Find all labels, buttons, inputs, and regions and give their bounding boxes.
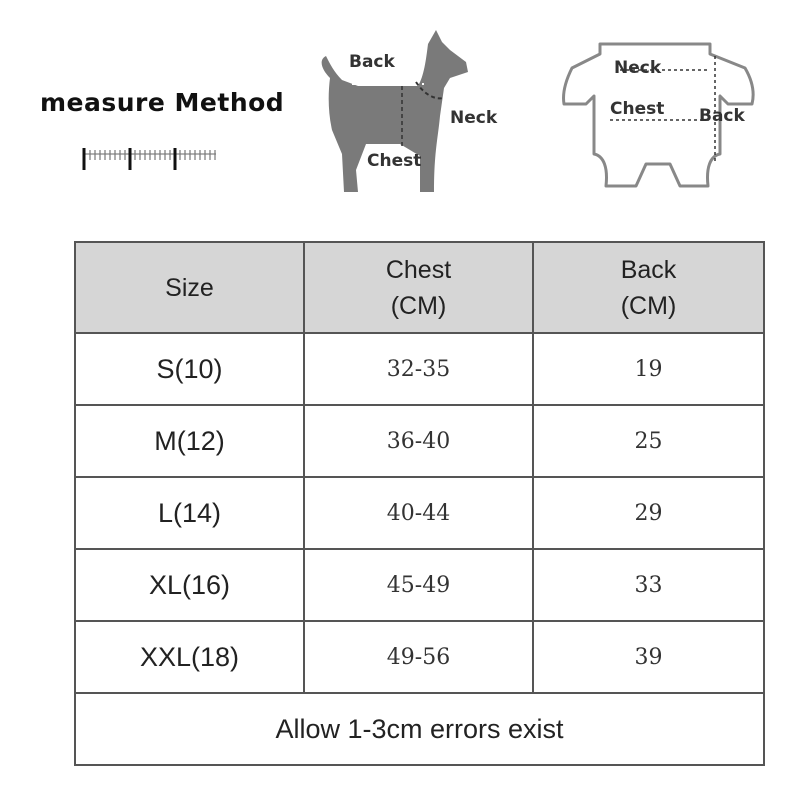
table-row — [75, 549, 764, 621]
chest-cell: 36-40 — [304, 405, 533, 477]
dog-back-label: Back — [349, 52, 395, 72]
chest-cell: 45-49 — [304, 549, 533, 621]
dog-chest-label: Chest — [367, 151, 422, 171]
chest-column-header — [304, 242, 533, 333]
ruler-icon — [82, 144, 218, 174]
dog-neck-label: Neck — [450, 108, 498, 128]
size-column-header — [75, 242, 304, 333]
size-header-label: Size — [165, 273, 214, 302]
size-cell: L(14) — [75, 477, 304, 549]
measure-method-title: measure Method — [40, 88, 285, 117]
table-row — [75, 621, 764, 693]
table-row — [75, 405, 764, 477]
back-cell: 29 — [533, 477, 764, 549]
chest-cell: 32-35 — [304, 333, 533, 405]
size-cell: XXL(18) — [75, 621, 304, 693]
size-cell: XL(16) — [75, 549, 304, 621]
size-cell: S(10) — [75, 333, 304, 405]
back-cell: 39 — [533, 621, 764, 693]
chest-cell: 49-56 — [304, 621, 533, 693]
table-row — [75, 333, 764, 405]
chest-cell: 40-44 — [304, 477, 533, 549]
shirt-neck-label: Neck — [614, 58, 662, 78]
back-cell: 33 — [533, 549, 764, 621]
shirt-measure-diagram — [560, 36, 760, 196]
back-cell: 19 — [533, 333, 764, 405]
dog-measure-diagram — [300, 20, 520, 200]
table-row — [75, 477, 764, 549]
measure-method-header — [0, 0, 800, 230]
shirt-back-label: Back — [699, 106, 745, 126]
chest-header-unit: (CM) — [390, 291, 447, 320]
error-allowance-note: Allow 1-3cm errors exist — [75, 693, 764, 765]
size-chart-table — [74, 241, 765, 766]
back-column-header — [533, 242, 764, 333]
shirt-chest-label: Chest — [610, 99, 665, 119]
table-header-row — [75, 242, 764, 333]
back-header-label: Back — [620, 255, 677, 284]
size-cell: M(12) — [75, 405, 304, 477]
back-header-unit: (CM) — [620, 291, 677, 320]
chest-header-label: Chest — [385, 255, 452, 284]
table-note-row — [75, 693, 764, 765]
back-cell: 25 — [533, 405, 764, 477]
